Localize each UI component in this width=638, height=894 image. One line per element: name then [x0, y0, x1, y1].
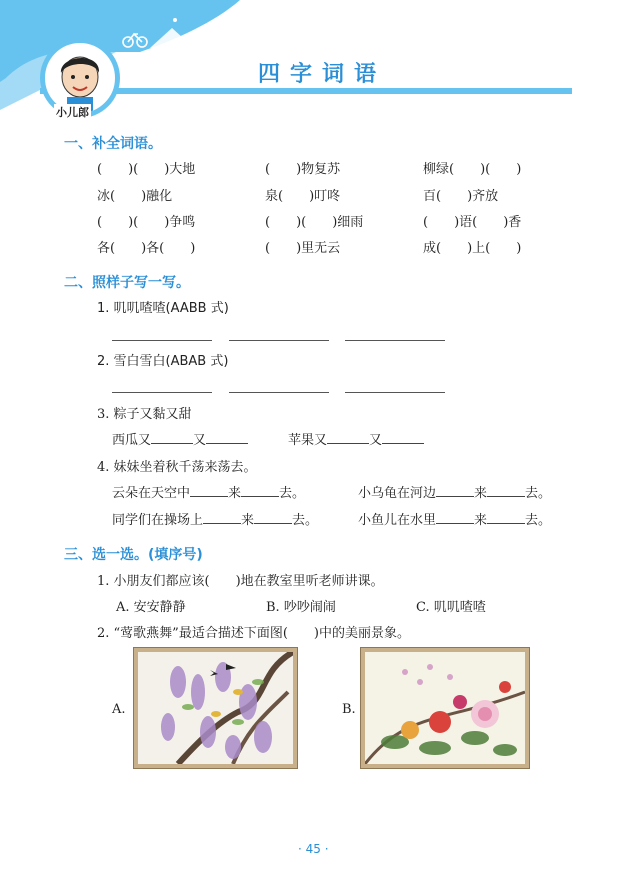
fill-word: 百( )齐放 [423, 189, 499, 204]
section-2-title: 二、照样子写一写。 [64, 275, 190, 291]
question-3-2: 2. “莺歌燕舞”最适合描述下面图( )中的美丽景象。 [97, 626, 410, 641]
fill-word: ( )里无云 [265, 241, 341, 256]
answer-blank[interactable] [382, 443, 424, 444]
question-2-2: 2. 雪白雪白(ABAB 式) [97, 354, 229, 369]
answer-row: 小乌龟在河边 来 去。 [358, 486, 552, 501]
answer-row: 同学们在操场上 来 去。 [112, 513, 319, 528]
answer-blank[interactable] [436, 523, 474, 524]
answer-row: 西瓜又 又 [112, 429, 248, 448]
fill-word: ( )语( )香 [423, 215, 522, 230]
wisteria-swallow-image [138, 652, 293, 764]
answer-blank[interactable] [203, 523, 241, 524]
answer-line[interactable] [345, 392, 445, 393]
answer-blank[interactable] [151, 443, 193, 444]
answer-blank[interactable] [327, 443, 369, 444]
option-a[interactable]: A. 安安静静 [116, 600, 186, 615]
answer-row: 小鱼儿在水里 来 去。 [358, 513, 552, 528]
answer-line[interactable] [229, 392, 329, 393]
question-2-1: 1. 叽叽喳喳(AABB 式) [97, 301, 229, 316]
answer-blank[interactable] [206, 443, 248, 444]
answer-line[interactable] [229, 340, 329, 341]
option-b[interactable]: B. 吵吵闹闹 [266, 600, 336, 615]
answer-blank[interactable] [436, 496, 474, 497]
answer-blank[interactable] [254, 523, 292, 524]
fill-word: 各( )各( ) [97, 241, 196, 256]
answer-blank[interactable] [241, 496, 279, 497]
answer-blank[interactable] [190, 496, 228, 497]
section-1-title: 一、补全词语。 [64, 136, 162, 152]
answer-blank[interactable] [487, 496, 525, 497]
picture-b-label: B. [342, 702, 356, 717]
page-number: · 45 · [298, 842, 329, 856]
fill-word: ( )( )大地 [97, 162, 196, 177]
fill-word: 泉( )叮咚 [265, 189, 341, 204]
fill-word: ( )( )争鸣 [97, 215, 196, 230]
answer-row: 云朵在天空中 来 去。 [112, 486, 306, 501]
fill-word: 冰( )融化 [97, 189, 173, 204]
fill-word: 成( )上( ) [423, 241, 522, 256]
picture-a-label: A. [112, 702, 126, 717]
picture-a-swallows-wisteria[interactable] [134, 648, 297, 768]
question-2-4: 4. 妹妹坐着秋千荡来荡去。 [97, 460, 257, 475]
picture-b-peonies[interactable] [361, 648, 529, 768]
fill-word: 柳绿( )( ) [423, 162, 522, 177]
question-3-1: 1. 小朋友们都应该( )地在教室里听老师讲课。 [97, 574, 384, 589]
answer-blank[interactable] [487, 523, 525, 524]
fill-word: ( )( )细雨 [265, 215, 364, 230]
peony-flowers-image [365, 652, 525, 764]
answer-line[interactable] [112, 340, 212, 341]
page-title: 四字词语 [258, 62, 387, 87]
section-3-title: 三、选一选。(填序号) [64, 547, 203, 563]
question-2-3: 3. 粽子又黏又甜 [97, 407, 192, 422]
answer-row: 苹果又 又 [288, 429, 424, 448]
fill-word: ( )物复苏 [265, 162, 341, 177]
mascot-label: 小儿郎 [56, 106, 89, 119]
answer-line[interactable] [345, 340, 445, 341]
boy-face-icon [45, 43, 115, 113]
answer-line[interactable] [112, 392, 212, 393]
option-c[interactable]: C. 叽叽喳喳 [416, 600, 486, 615]
